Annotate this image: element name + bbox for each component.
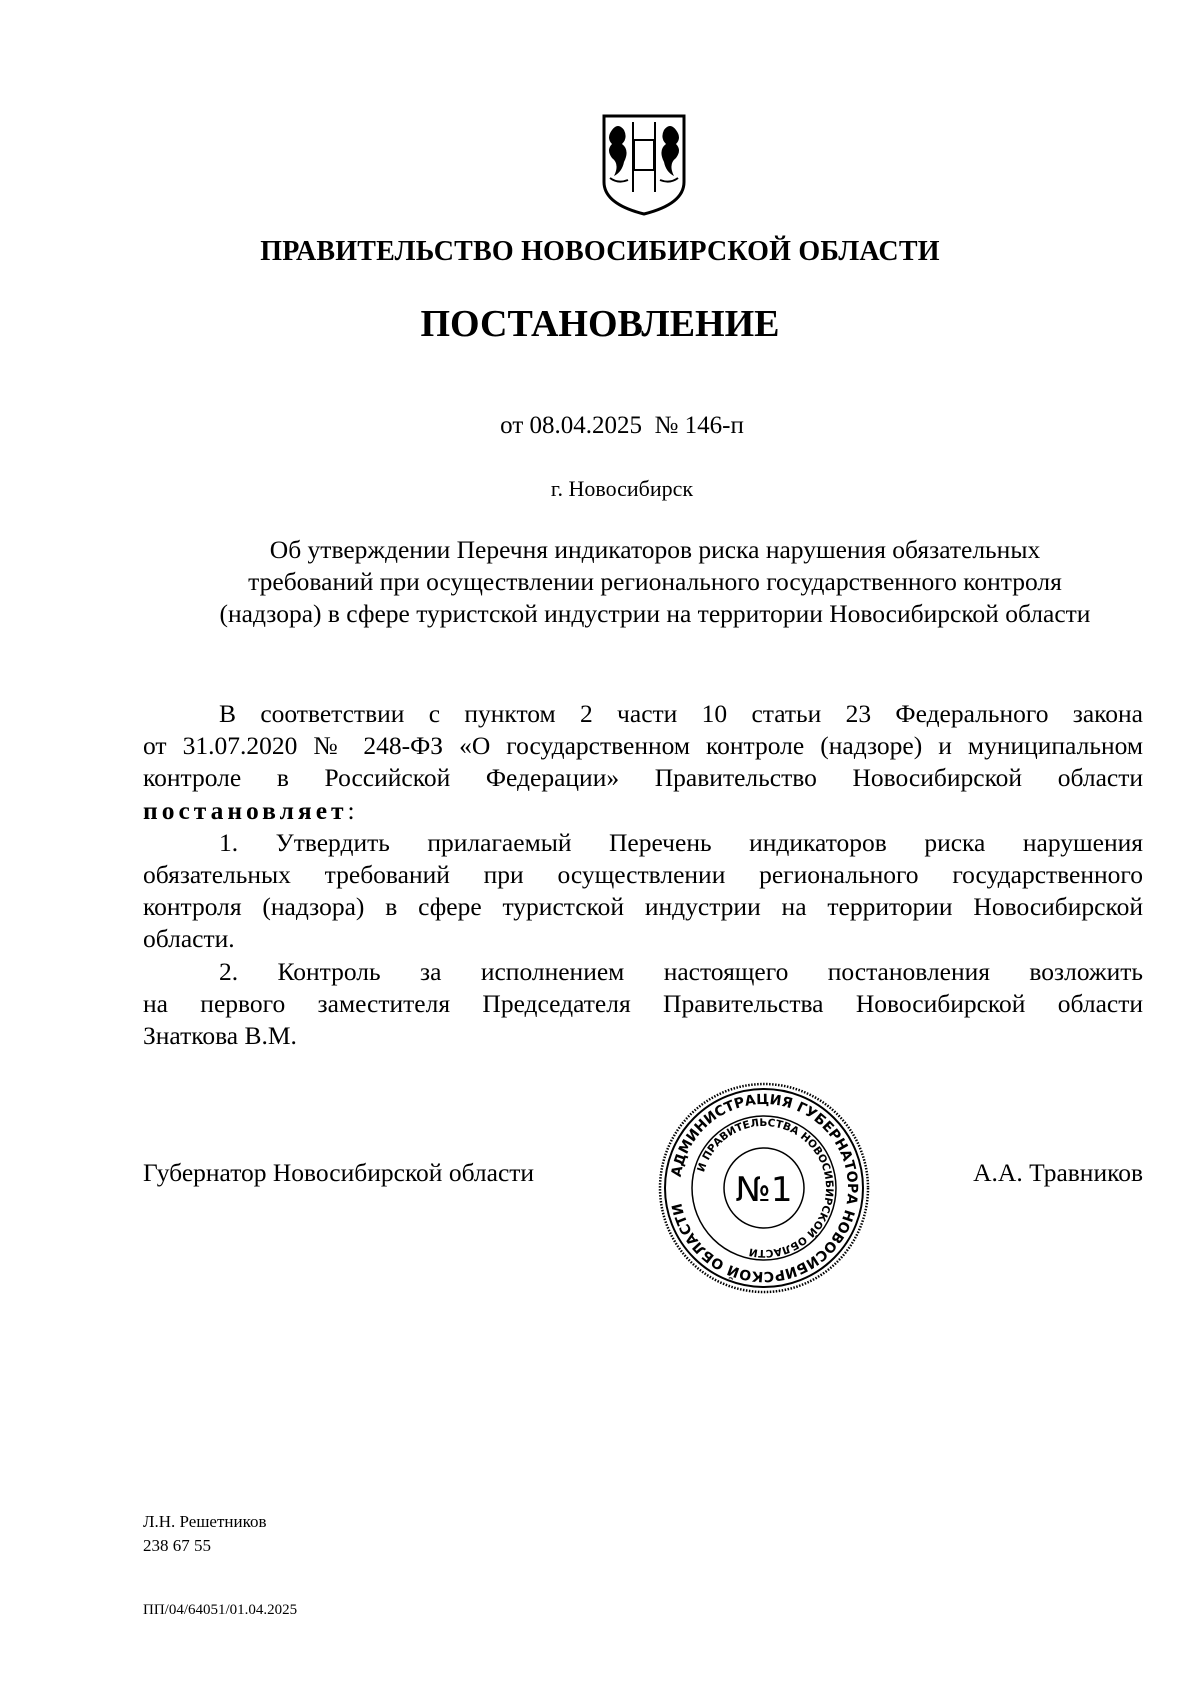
city: г. Новосибирск [550,476,694,501]
signatory-name: А.А. Травников [973,1158,1143,1187]
subject-line: Об утверждении Перечня индикаторов риска нарушения обязательных [269,535,1041,564]
decree-colon: : [347,795,355,825]
body-line: обязательных требований при осуществлении регионального государственного [143,859,1143,889]
decree-line [143,795,1143,827]
body-line: 2. Контроль за исполнением настоящего постановления возложить [219,956,1143,986]
seal-number: №1 [735,1170,793,1210]
executor-name: Л.Н. Решетников [143,1512,267,1531]
body-line: Знаткова В.М. [143,1020,297,1050]
date-and-number: от 08.04.2025 № 146-п [500,412,744,439]
body-line: 1. Утвердить прилагаемый Перечень индикаторов риска нарушения [219,827,1143,857]
body-line: контроле в Российской Федерации» Правительство Новосибирской области [143,763,1143,793]
subject-line: (надзора) в сфере туристской индустрии на территории Новосибирской области [219,599,1091,628]
government-title: ПРАВИТЕЛЬСТВО НОВОСИБИРСКОЙ ОБЛАСТИ [260,236,940,267]
decree-word: постановляет [143,795,348,825]
executor-info [143,1510,267,1558]
body-line: от 31.07.2020 № 248-ФЗ «О государственном контроле (надзоре) и муниципальном [143,731,1143,761]
body-line: В соответствии с пунктом 2 части 10 статьи 23 Федерального закона [219,699,1143,728]
official-seal-stamp [656,1080,872,1296]
document-code: ПП/04/64051/01.04.2025 [143,1602,298,1618]
signatory-position: Губернатор Новосибирской области [143,1158,535,1187]
coat-of-arms-icon [600,112,688,216]
seal-inner-text: И ПРАВИТЕЛЬСТВА НОВОСИБИРСКОЙ ОБЛАСТИ [695,1116,836,1260]
document-subject [160,534,1150,630]
document-type-title: ПОСТАНОВЛЕНИЕ [420,303,780,345]
seal-outer-text: АДМИНИСТРАЦИЯ ГУБЕРНАТОРА НОВОСИБИРСКОЙ ОБЛАСТИ [668,1091,861,1285]
executor-phone: 238 67 55 [143,1536,211,1555]
body-line: контроля (надзора) в сфере туристской индустрии на территории Новосибирской [143,892,1143,922]
subject-line: требований при осуществлении регионального государственного контроля [248,567,1062,596]
body-line: на первого заместителя Председателя Правительства Новосибирской области [143,988,1143,1018]
document-body [143,698,1143,1052]
body-line: области. [143,924,235,954]
